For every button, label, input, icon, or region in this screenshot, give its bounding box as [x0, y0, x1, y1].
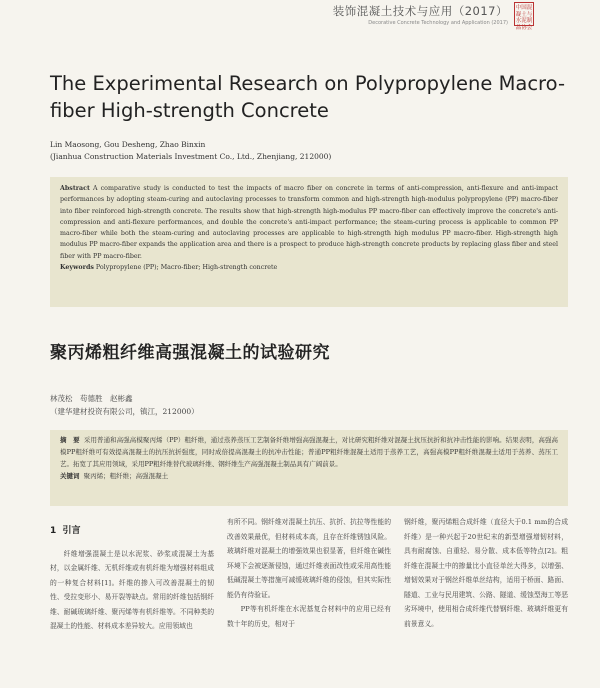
chinese-authors: 林茂松 苟德胜 赵彬鑫 [50, 394, 133, 403]
body-paragraph: 有所不同。钢纤维对混凝土抗压、抗折、抗拉等性能的改善效果最优，但材料成本高，且存在纤维锈蚀风险。玻璃纤维对混凝土的增强效果也很显著，但纤维在碱性环境下会被逐渐侵蚀，通过纤维表面改性或采用高性能低碱混凝土等措施可减缓玻璃纤维的侵蚀，但其实际性能仍有待验证。 [227, 518, 391, 599]
english-authors: Lin Maosong, Gou Desheng, Zhao Binxin [50, 140, 206, 149]
chinese-title: 聚丙烯粗纤维高强混凝土的试验研究 [50, 343, 330, 363]
keywords-text: Polypropylene (PP); Macro-fiber; High-strength concrete [95, 264, 278, 272]
english-abstract [60, 183, 558, 262]
english-title: The Experimental Research on Polypropylene Macro-fiber High-strength Concrete [50, 72, 565, 122]
journal-subtitle: Decorative Concrete Technology and Application (2017) [368, 20, 508, 26]
journal-logo: 中国混凝土与水泥制品协会 [514, 2, 534, 26]
body-paragraph: 纤维增强混凝土是以水泥浆、砂浆或混凝土为基材，以金属纤维、无机纤维或有机纤维为增强材料组成的一种复合材料[1]。纤维的掺入可改善混凝土的韧性、受拉变形小、易开裂等缺点。常用的纤维包括钢纤维、耐碱玻璃纤维、聚丙烯等有机纤维等。不同种类的混凝土的性能、材料成本差异较大。应用领域也 [50, 549, 214, 630]
zh-keywords-text: 聚丙烯；粗纤维；高强混凝土 [83, 472, 169, 480]
english-abstract-box [50, 177, 568, 307]
zh-keywords-label: 关键词 [60, 472, 80, 480]
chinese-abstract [60, 434, 558, 470]
section-title: 引言 [62, 526, 81, 536]
journal-title: 装饰混凝土技术与应用（2017） [332, 4, 508, 18]
section-heading [50, 524, 214, 539]
body-columns [50, 515, 568, 688]
body-column-1 [50, 515, 214, 688]
body-paragraph: PP等有机纤维在水泥基复合材料中的应用已经有数十年的历史，相对于 [227, 605, 391, 628]
chinese-affiliation: （建华建材投资有限公司，镇江，212000） [50, 407, 199, 416]
abstract-text: A comparative study is conducted to test the impacts of macro fiber on concrete in terms of anti-compression, anti-flexure and anti-impact performances by adopting steam-curing and autoclaving processes to transform common and high-strength high-modulus polypropylene (PP) macro-fiber into fiber reinforced high-strength concrete. The results show that high-strength high-modulus PP macro-fiber can effectively improve the concrete's anti-compression and anti-flexure performances, and double the concrete's anti-impact performance; the steam-curing process is applicable to common PP macro-fiber while both the steam-curing and autoclaving processes are applicable to high-strength high modulus PP macro-fiber. High-strength high modulus PP macro-fiber expands the application area and there is a prospect to produce high-strength concrete products by replacing glass fiber and steel fiber with PP macro-fiber. [60, 185, 558, 260]
english-keywords [60, 262, 558, 273]
body-paragraph: 钢纤维，聚丙烯粗合成纤维（直径大于0.1 mm的合成纤维）是一种兴起于20世纪末的新型增强增韧材料，具有耐腐蚀、自重轻、易分散、成本低等特点[2]。粗纤维在混凝土中的掺量比小直径单丝大得多，以增强、增韧效果对于钢丝纤维单丝结构，适用于桥面、路面、隧道、工业与民用建筑、公路、隧道、缓蚀型海工等恶劣环境中，使用相合成纤维代替钢纤维、玻璃纤维更有前景意义。 [404, 518, 568, 628]
body-column-3 [404, 515, 568, 688]
zh-abstract-label: 摘 要 [60, 436, 80, 444]
chinese-keywords [60, 470, 558, 482]
english-affiliation: (Jianhua Construction Materials Investment Co., Ltd., Zhenjiang, 212000) [50, 152, 332, 161]
abstract-label: Abstract [60, 185, 90, 192]
section-number: 1 [50, 526, 57, 536]
keywords-label: Keywords [60, 264, 94, 272]
page-header [0, 0, 600, 40]
zh-abstract-text: 采用普通和高强高模聚丙烯（PP）粗纤维，通过蒸养蒸压工艺制备纤维增强高强混凝土，对比研究粗纤维对混凝土抗压抗折和抗冲击性能的影响。结果表明，高强高模PP粗纤维可有效提高混凝土的抗压抗折强度，同时成倍提高混凝土的抗冲击性能；普通PP粗纤维混凝土适用于蒸养工艺，高强高模PP粗纤维混凝土适用于蒸养、蒸压工艺。拓宽了其应用领域，采用PP粗纤维替代玻璃纤维、钢纤维生产高强混凝土制品具有广阔前景。 [60, 436, 559, 468]
body-column-2 [227, 515, 391, 688]
chinese-abstract-box [50, 430, 568, 506]
